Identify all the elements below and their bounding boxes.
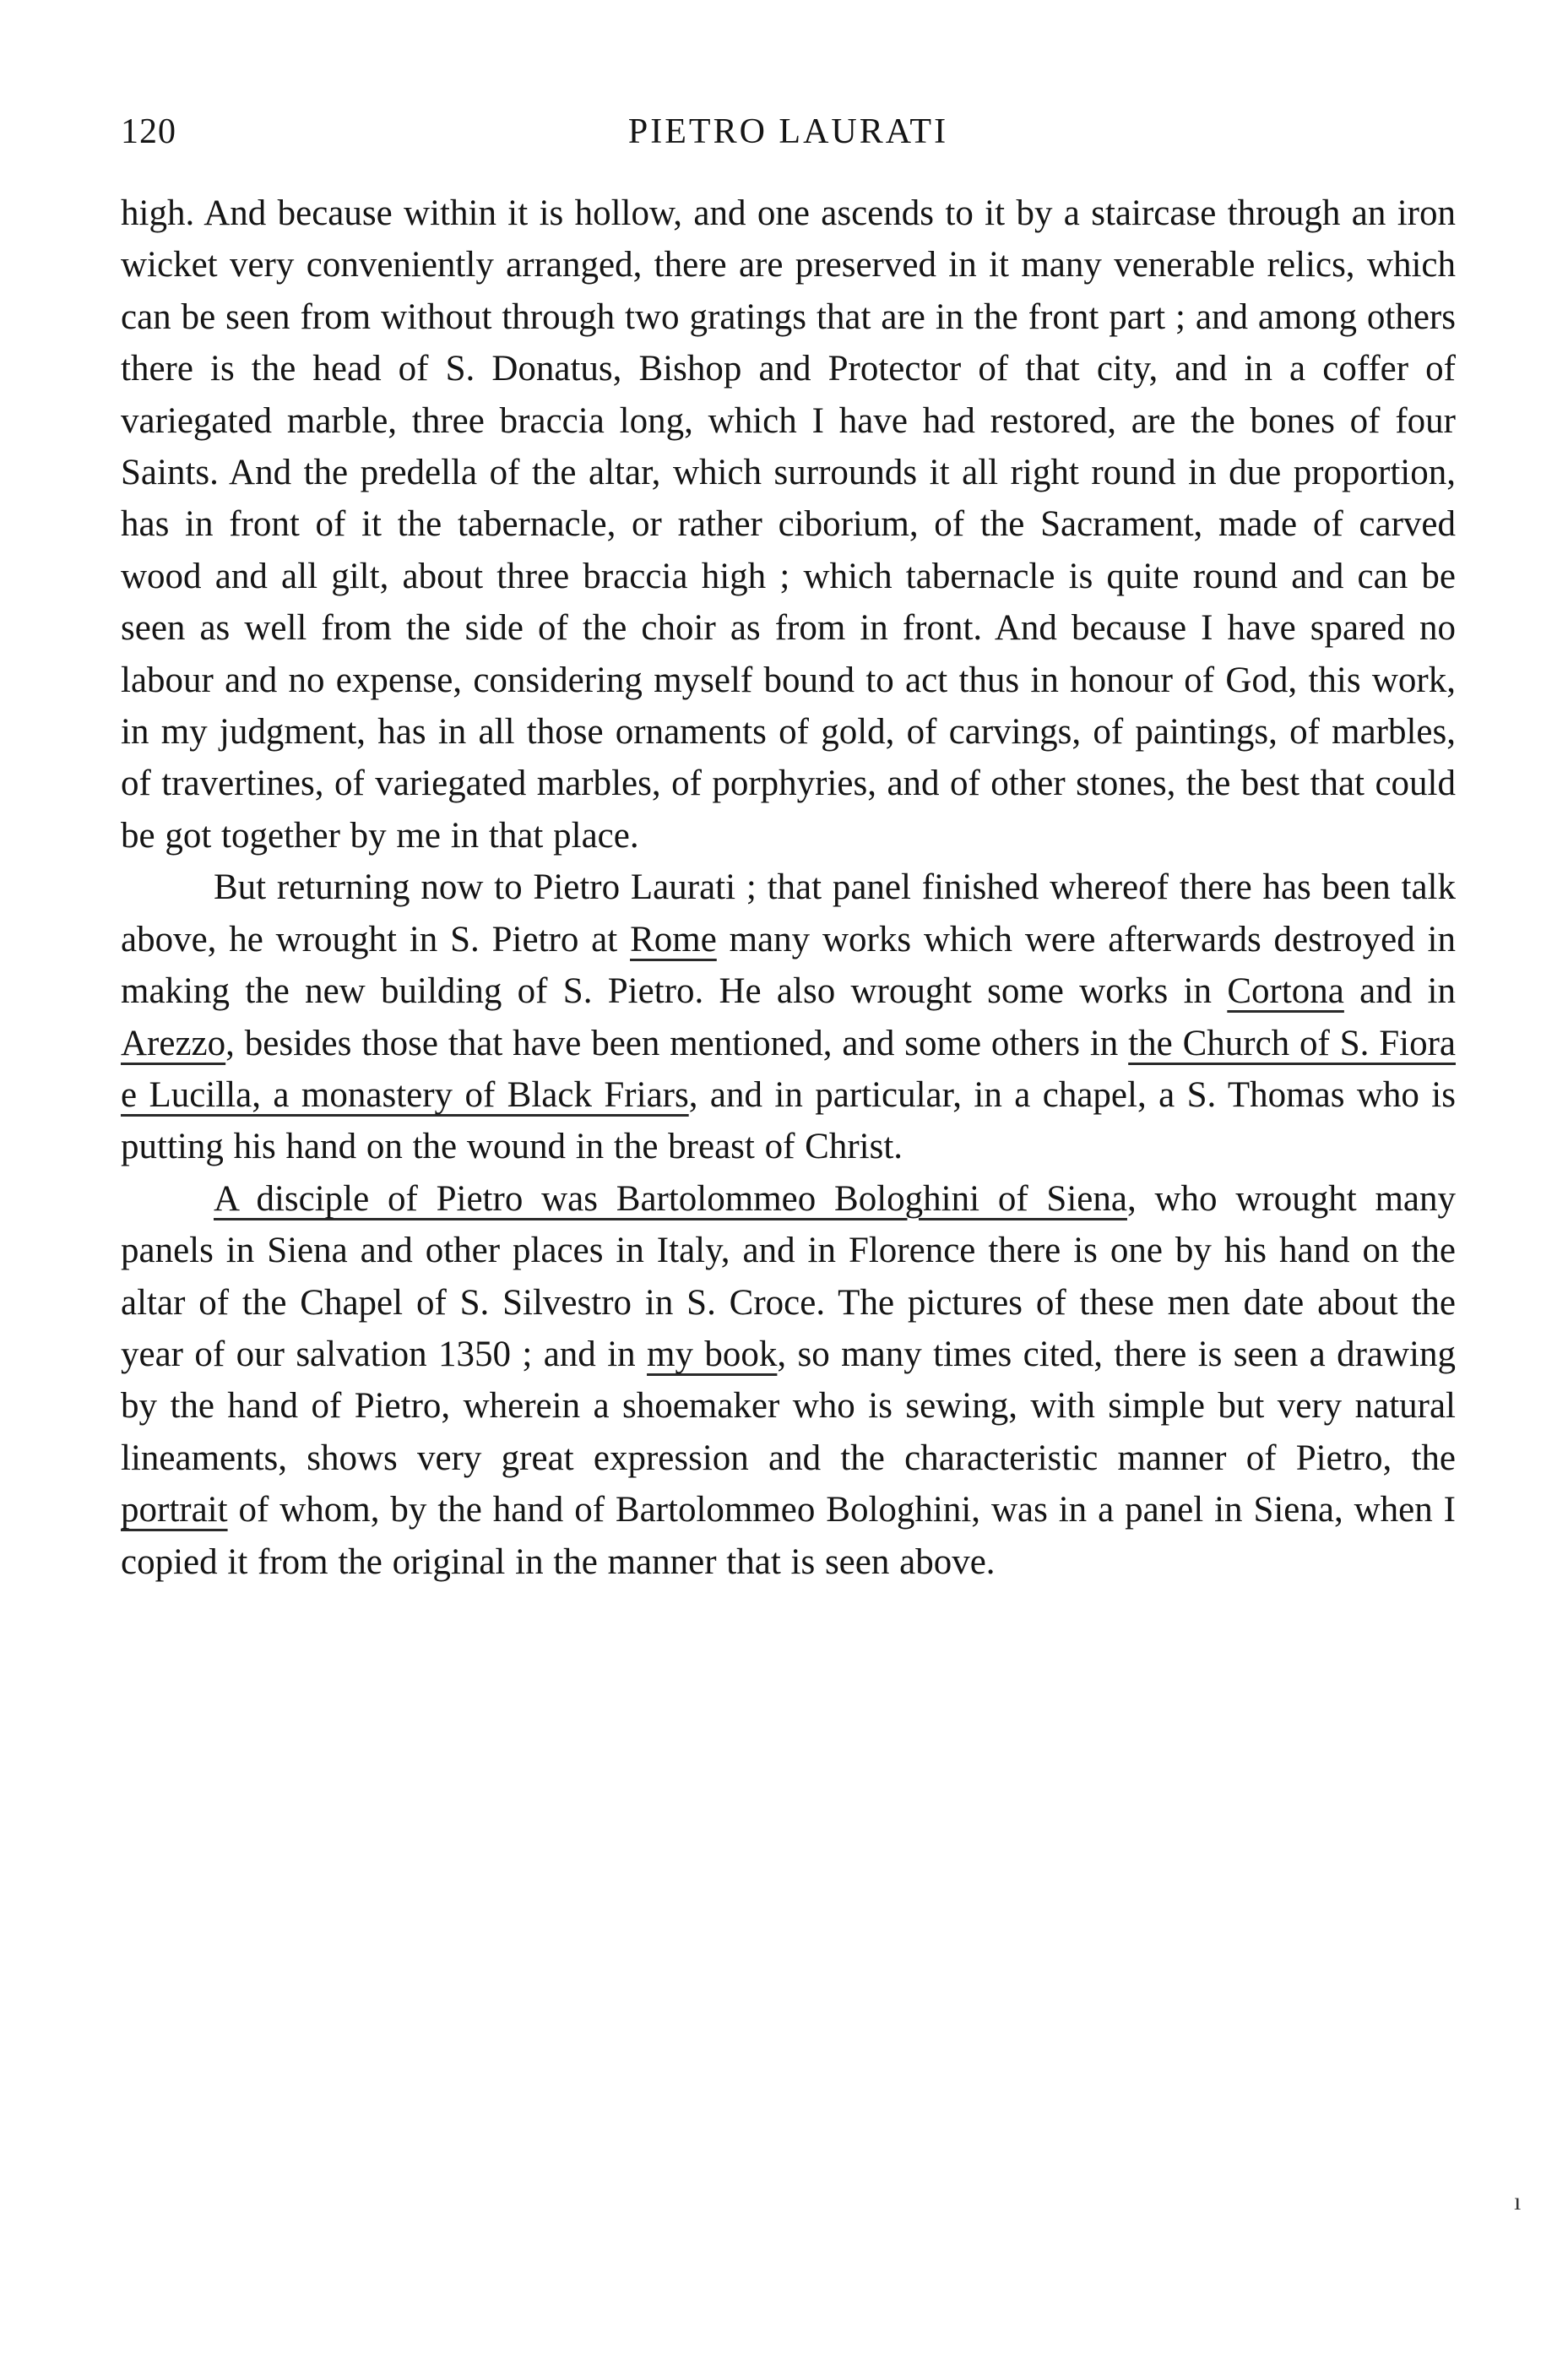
stray-ink-mark: ı (1514, 2188, 1522, 2215)
paragraph-3 (121, 1173, 1456, 1588)
paragraph-2 (121, 862, 1456, 1172)
text-run: But returning now to Pietro Laurati ; that panel finished whereof there has been talk above, he wrought in S. Pietro at (121, 867, 1456, 959)
body-text (121, 188, 1456, 1588)
underlined-text: portrait (121, 1490, 228, 1530)
underlined-text: Cortona (1227, 971, 1344, 1012)
page-number: 120 (121, 112, 176, 151)
text-run: of whom, by the hand of Bartolommeo Bologhini, was in a panel in Siena, when I copied it from the original in the manner that is seen above. (121, 1490, 1456, 1582)
page-header (121, 111, 1456, 162)
text-run: , so many times cited, there is seen a drawing by the hand of Pietro, wherein a shoemaker who is sewing, with simple but very natural lineaments, shows very great expression and the characteristic manner of Pietro, the (121, 1334, 1456, 1478)
text-run: , besides those that have been mentioned, and some others in (225, 1023, 1129, 1063)
running-head: PIETRO LAURATI (627, 112, 949, 151)
underlined-text: Rome (630, 919, 717, 959)
underlined-text: Arezzo (121, 1023, 226, 1063)
text-run: , and in particular, in a chapel, a S. Thomas who is putting his hand on the wound in the breast of Christ. (121, 1074, 1456, 1167)
underlined-text: the Church of S. Fiora e Lucilla, a monastery of Black Friars (121, 1023, 1456, 1115)
text-run: many works which were afterwards destroyed in making the new building of S. Pietro. He also wrought some works in (121, 919, 1456, 1012)
paragraph-1: high. And because within it is hollow, and one ascends to it by a staircase through an iron wicket very conveniently arranged, there are preserved in it many venerable relics, which can be seen from without through two gratings that are in the front part ; and among others there is the head of S. Donatus, Bishop and Protector of that city, and in a coffer of variegated marble, three braccia long, which I have had restored, are the bones of four Saints. And the predella of the altar, which surrounds it all right round in due proportion, has in front of it the tabernacle, or rather ciborium, of the Sacrament, made of carved wood and all gilt, about three braccia high ; which tabernacle is quite round and can be seen as well from the side of the choir as from in front. And because I have spared no labour and no expense, considering myself bound to act thus in honour of God, this work, in my judgment, has in all those ornaments of gold, of carvings, of paintings, of marbles, of travertines, of variegated marbles, of porphyries, and of other stones, the best that could be got together by me in that place. (121, 193, 1456, 856)
text-run: and in (1343, 971, 1456, 1012)
underlined-text: A disciple of Pietro was Bartolommeo Bologhini of Siena (214, 1178, 1127, 1219)
underlined-text: my book (647, 1334, 778, 1374)
text-run: , who wrought many panels in Siena and other places in Italy, and in Florence there is one by his hand on the altar of the Chapel of S. Silvestro in S. Croce. The pictures of these men date about the year of our salvation 1350 ; and in (121, 1178, 1456, 1374)
